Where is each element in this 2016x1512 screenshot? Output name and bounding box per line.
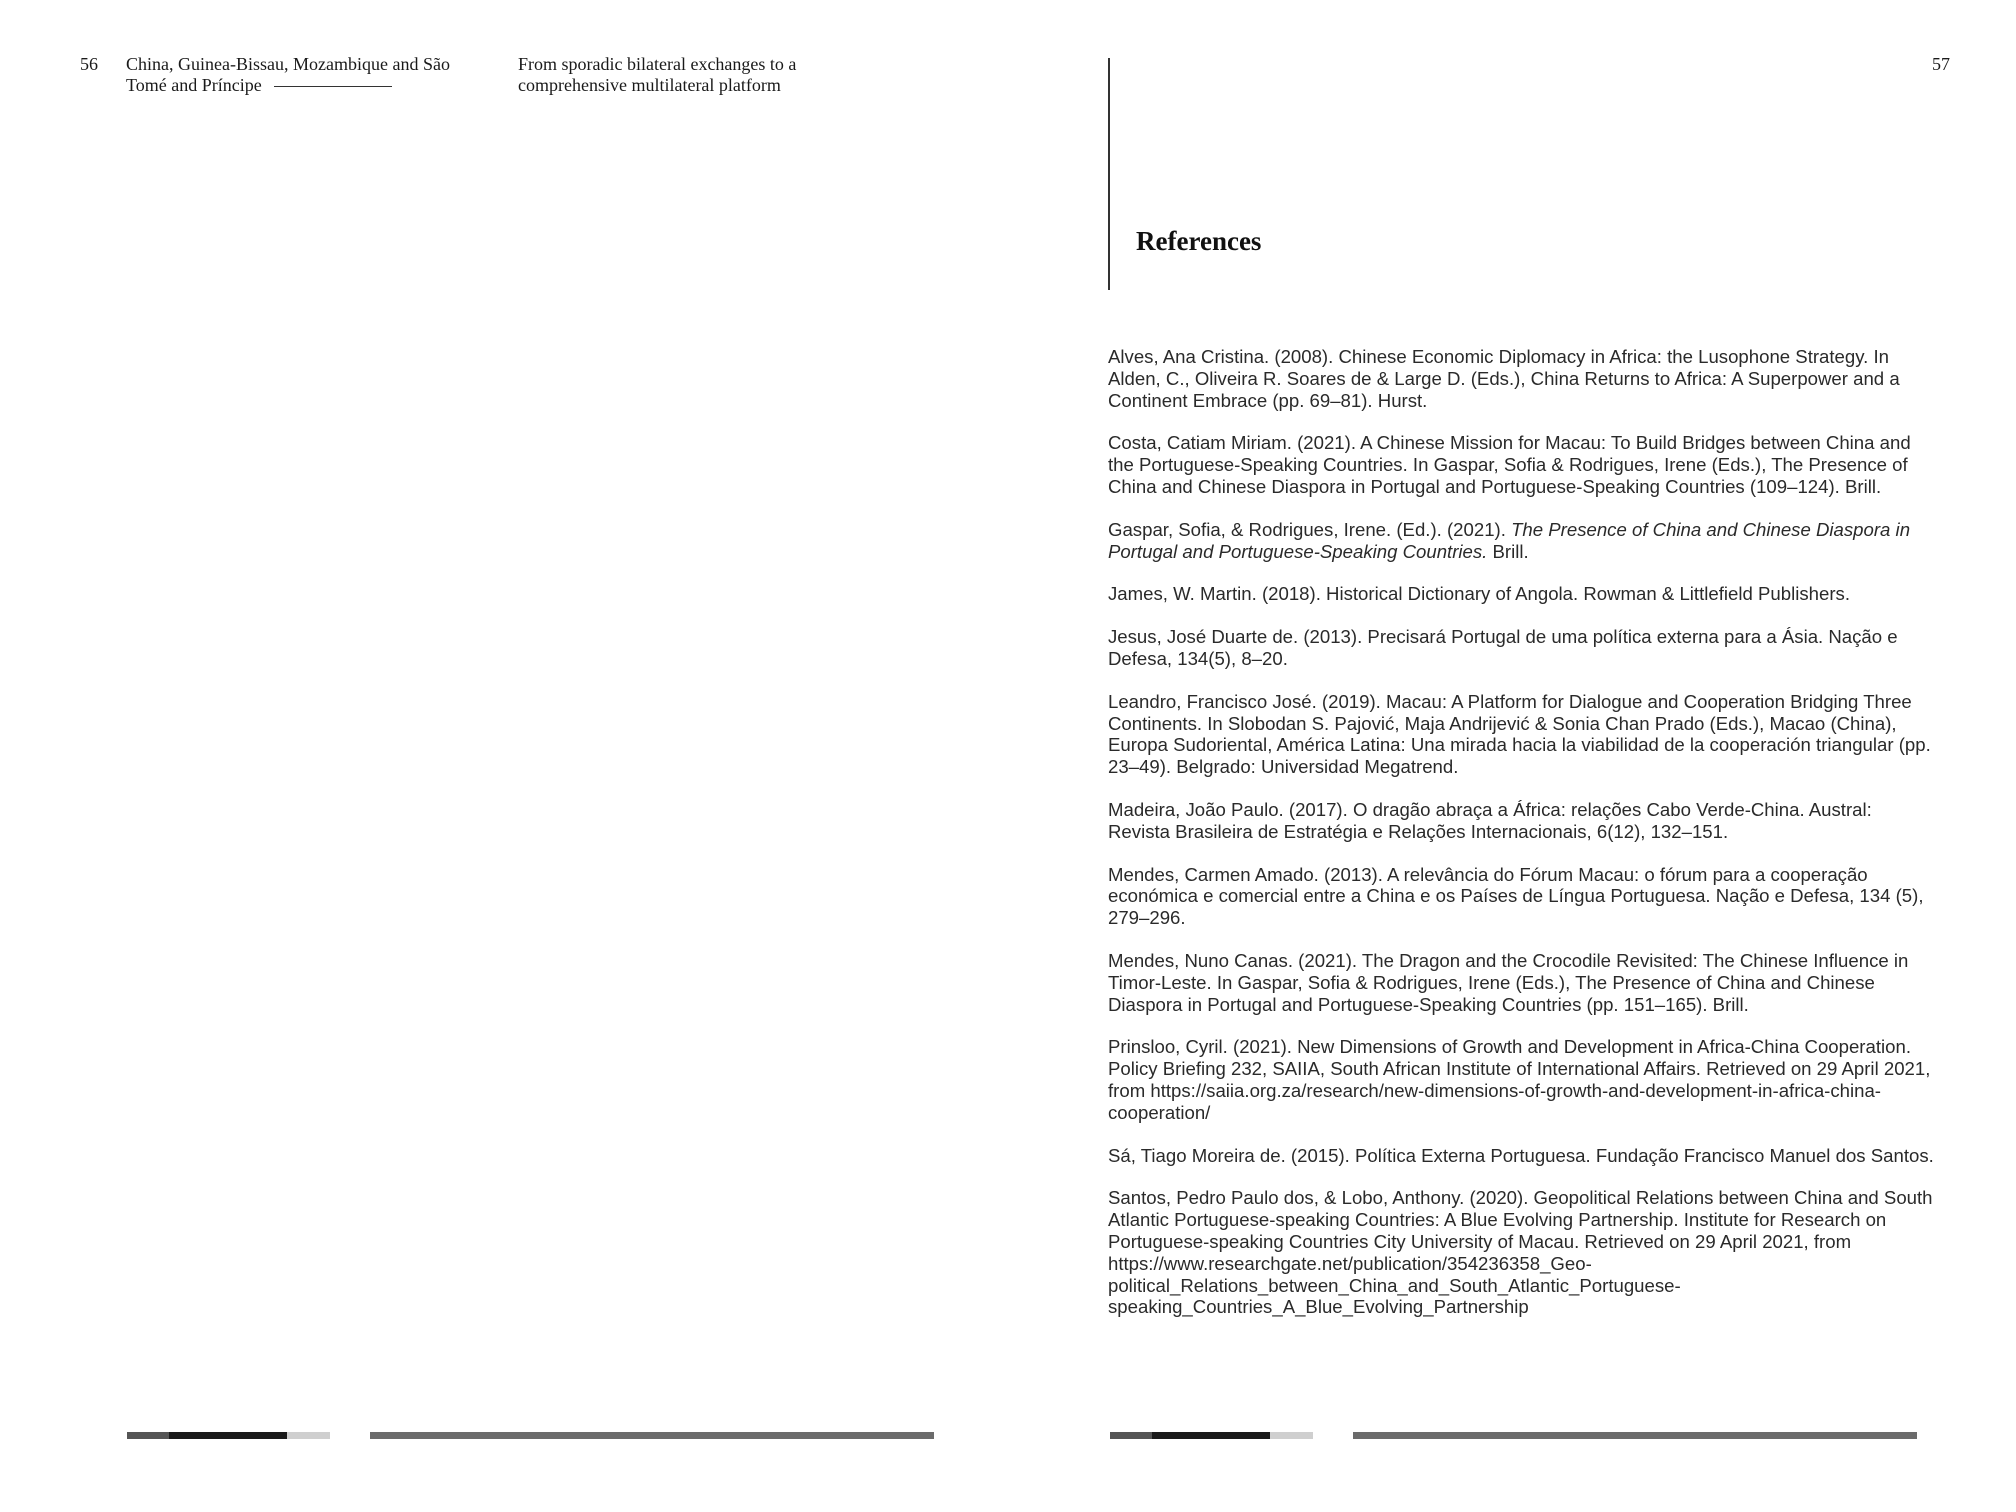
- reference-entry: [1108, 1036, 1938, 1123]
- right-page-number: 57: [1932, 54, 1950, 74]
- reference-text: Gaspar, Sofia, & Rodrigues, Irene. (Ed.). (2021).: [1108, 518, 1512, 540]
- left-page-number: 56: [80, 54, 98, 74]
- reference-entry: [1108, 950, 1938, 1015]
- reference-text: Prinsloo, Cyril. (2021). New Dimensions of Growth and Development in Africa-China Cooperation. Policy Briefing 232, SAIIA, South African Institute of International Affairs. Retrieved on 29 April 2021, from https://saiia.org.za/research/new-dimensions-of-growth-and-development-in-africa-china-cooperation/: [1108, 1036, 1931, 1123]
- reference-entry: [1108, 432, 1938, 497]
- reference-entry: [1108, 346, 1938, 411]
- reference-entry: [1108, 799, 1938, 843]
- reference-text: Mendes, Carmen Amado. (2013). A relevância do Fórum Macau: o fórum para a cooperação económica e comercial entre a China e os Países de Língua Portuguesa. Nação e Defesa, 134 (5), 279–296.: [1108, 863, 1924, 929]
- reference-text: Leandro, Francisco José. (2019). Macau: A Platform for Dialogue and Cooperation Bridging Three Continents. In Slobodan S. Pajović, Maja Andrijević & Sonia Chan Prado (Eds.), Macao (China), Europa Sudoriental, América Latina: Una mirada hacia la viabilidad de la cooperación triangular (pp. 23–49). Belgrado: Universidad Megatrend.: [1108, 690, 1931, 778]
- reference-entry: [1108, 1145, 1938, 1167]
- reference-text: Madeira, João Paulo. (2017). O dragão abraça a África: relações Cabo Verde-China. Austral: Revista Brasileira de Estratégia e Relações Internacionais, 6(12), 132–151.: [1108, 798, 1872, 842]
- reference-text-end: Brill.: [1487, 540, 1529, 562]
- references-heading: References: [1136, 226, 1262, 256]
- reference-entry: [1108, 626, 1938, 670]
- reference-entry: [1108, 864, 1938, 929]
- running-title-rule: [274, 86, 392, 87]
- right-footer-long-bar: [1353, 1432, 1917, 1439]
- bar-segment-dark: [1152, 1432, 1270, 1439]
- reference-text: Costa, Catiam Miriam. (2021). A Chinese Mission for Macau: To Build Bridges between China and the Portuguese-Speaking Countries. In Gaspar, Sofia & Rodrigues, Irene (Eds.), The Presence of China and Chinese Diaspora in Portugal and Portuguese-Speaking Countries (109–124). Brill.: [1108, 432, 1911, 497]
- reference-text: Santos, Pedro Paulo dos, & Lobo, Anthony. (2020). Geopolitical Relations between China and South Atlantic Portuguese-speaking Countries: A Blue Evolving Partnership. Institute for Research on Portuguese-speaking Countries City University of Macau. Retrieved on 29 April 2021, from https://www.researchgate.net/publication/354236358_Geo-political_Relations_between_China_and_South_Atlantic_Portuguese-speaking_Countries_A_Blue_Evolving_Partnership: [1108, 1187, 1933, 1318]
- reference-text: Sá, Tiago Moreira de. (2015). Política Externa Portuguesa. Fundação Francisco Manuel dos Santos.: [1108, 1144, 1934, 1166]
- reference-list: [1108, 346, 1938, 1339]
- reference-text: Mendes, Nuno Canas. (2021). The Dragon and the Crocodile Revisited: The Chinese Influence in Timor-Leste. In Gaspar, Sofia & Rodrigues, Irene (Eds.), The Presence of China and Chinese Diaspora in Portugal and Portuguese-Speaking Countries (pp. 151–165). Brill.: [1108, 949, 1909, 1015]
- reference-text: Jesus, José Duarte de. (2013). Precisará Portugal de uma política externa para a Ásia. Nação e Defesa, 134(5), 8–20.: [1108, 626, 1898, 669]
- left-footer-long-bar: [370, 1432, 934, 1439]
- bar-segment-dark: [169, 1432, 287, 1439]
- bar-segment-light: [287, 1432, 330, 1439]
- bar-segment-mid: [127, 1432, 169, 1439]
- reference-entry: [1108, 1187, 1938, 1318]
- reference-entry: [1108, 583, 1938, 605]
- reference-text: James, W. Martin. (2018). Historical Dictionary of Angola. Rowman & Littlefield Publishers.: [1108, 583, 1850, 605]
- left-running-title: [126, 54, 456, 96]
- left-running-subtitle: From sporadic bilateral exchanges to a comprehensive multilateral platform: [518, 54, 797, 95]
- reference-entry: [1108, 691, 1938, 778]
- reference-italic-title: The Presence of China and Chinese Diaspora in Portugal and Portuguese-Speaking Countries.: [1108, 518, 1911, 562]
- running-title-text: China, Guinea-Bissau, Mozambique and São Tomé and Príncipe: [126, 54, 450, 95]
- right-footer-short-bar: [1110, 1432, 1313, 1439]
- left-footer-short-bar: [127, 1432, 330, 1439]
- bar-segment-light: [1270, 1432, 1313, 1439]
- reference-text: Alves, Ana Cristina. (2008). Chinese Economic Diplomacy in Africa: the Lusophone Strategy. In Alden, C., Oliveira R. Soares de & Large D. (Eds.), China Returns to Africa: A Superpower and a Continent Embrace (pp. 69–81). Hurst.: [1108, 346, 1900, 411]
- vertical-divider: [1108, 58, 1110, 290]
- reference-entry: [1108, 519, 1938, 563]
- bar-segment-mid: [1110, 1432, 1152, 1439]
